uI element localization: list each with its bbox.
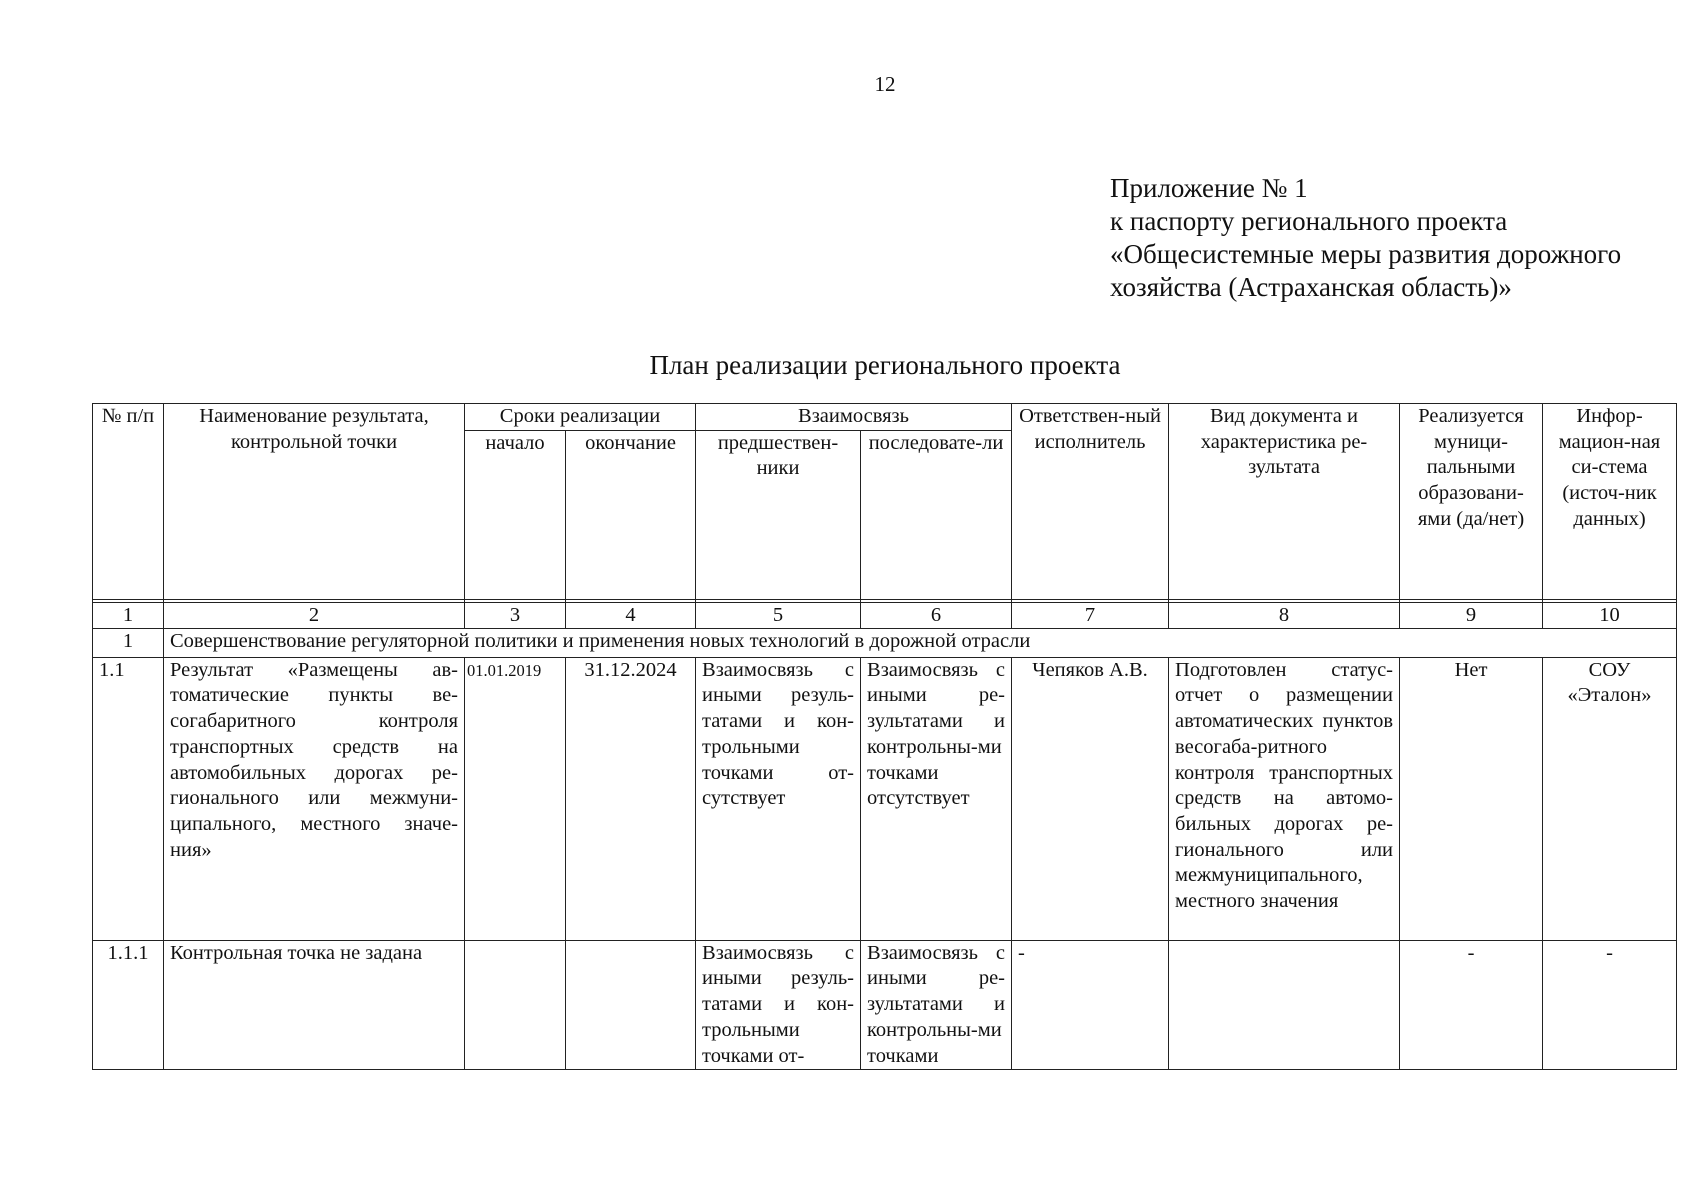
- column-number: 9: [1400, 602, 1543, 628]
- header-predecessors: предшествен-ники: [696, 430, 861, 599]
- header-info-system: Инфор-мацион-ная си-стема (источ-ник данных): [1543, 404, 1677, 600]
- section-title: Совершенствование регуляторной политики и применения новых технологий в дорожной отрасли: [164, 628, 1677, 657]
- row-num: 1.1.1: [93, 940, 164, 1070]
- row-start-date: 01.01.2019: [465, 657, 566, 940]
- row-info-system: СОУ «Эталон»: [1543, 657, 1677, 940]
- column-number: 7: [1012, 602, 1169, 628]
- column-number: 1: [93, 602, 164, 628]
- section-row: [93, 628, 1677, 657]
- row-start-date: [465, 940, 566, 1070]
- plan-table: [92, 403, 1677, 1070]
- header-start: начало: [465, 430, 566, 599]
- header-end: окончание: [566, 430, 696, 599]
- row-municipal: -: [1400, 940, 1543, 1070]
- row-end-date: [566, 940, 696, 1070]
- row-doc-type: Подготовлен статус-отчет о размещении автоматических пунктов весогаба-ритного контроля транспортных средств на автомо-бильных дорогах ре-гионального или межмуниципального, местного значения: [1169, 657, 1400, 940]
- column-number: 6: [861, 602, 1012, 628]
- plan-title: План реализации регионального проекта: [649, 350, 1121, 380]
- header-name: Наименование результата, контрольной точки: [164, 404, 465, 600]
- column-numbers-row: [93, 602, 1677, 628]
- appendix-line-3: «Общесистемные меры развития дорожного: [1110, 239, 1622, 269]
- row-municipal: Нет: [1400, 657, 1543, 940]
- column-number: 8: [1169, 602, 1400, 628]
- column-number: 3: [465, 602, 566, 628]
- row-successors: Взаимосвязь с иными ре-зультатами и контрольны-ми точками отсутствует: [861, 657, 1012, 940]
- row-successors: Взаимосвязь с иными ре-зультатами и контрольны-ми точками: [861, 940, 1012, 1070]
- appendix-block: [1110, 172, 1621, 304]
- appendix-line-1: Приложение № 1: [1110, 173, 1308, 203]
- row-responsible: -: [1012, 940, 1169, 1070]
- header-successors: последовате-ли: [861, 430, 1012, 599]
- column-number: 4: [566, 602, 696, 628]
- row-end-date: 31.12.2024: [566, 657, 696, 940]
- appendix-line-4: хозяйства (Астраханская область)»: [1110, 272, 1512, 302]
- table-row: [93, 657, 1677, 940]
- header-num: № п/п: [93, 404, 164, 600]
- row-predecessors: Взаимосвязь с иными резуль-татами и кон-трольными точками от-: [696, 940, 861, 1070]
- column-number: 5: [696, 602, 861, 628]
- row-predecessors: Взаимосвязь с иными резуль-татами и кон-трольными точками от-сутствует: [696, 657, 861, 940]
- row-num: 1.1: [93, 657, 164, 940]
- header-municipal: Реализуется муници-пальными образовани-ями (да/нет): [1400, 404, 1543, 600]
- header-relation: Взаимосвязь: [696, 404, 1012, 431]
- row-name: Результат «Размещены ав-томатические пункты ве-согабаритного контроля транспортных средств на автомобильных дорогах ре-гионального или межмуни-ципального, местного значе-ния»: [164, 657, 465, 940]
- row-responsible: Чепяков А.В.: [1012, 657, 1169, 940]
- row-name: Контрольная точка не задана: [164, 940, 465, 1070]
- column-number: 10: [1543, 602, 1677, 628]
- column-number: 2: [164, 602, 465, 628]
- header-row-1: [93, 404, 1677, 431]
- appendix-line-2: к паспорту регионального проекта: [1110, 206, 1508, 236]
- row-doc-type: [1169, 940, 1400, 1070]
- row-info-system: -: [1543, 940, 1677, 1070]
- header-terms: Сроки реализации: [465, 404, 696, 431]
- section-num: 1: [93, 628, 164, 657]
- header-doc-type: Вид документа и характеристика ре-зультата: [1169, 404, 1400, 600]
- page-number: 12: [874, 72, 896, 96]
- header-responsible: Ответствен-ный исполнитель: [1012, 404, 1169, 600]
- table-row: [93, 940, 1677, 1070]
